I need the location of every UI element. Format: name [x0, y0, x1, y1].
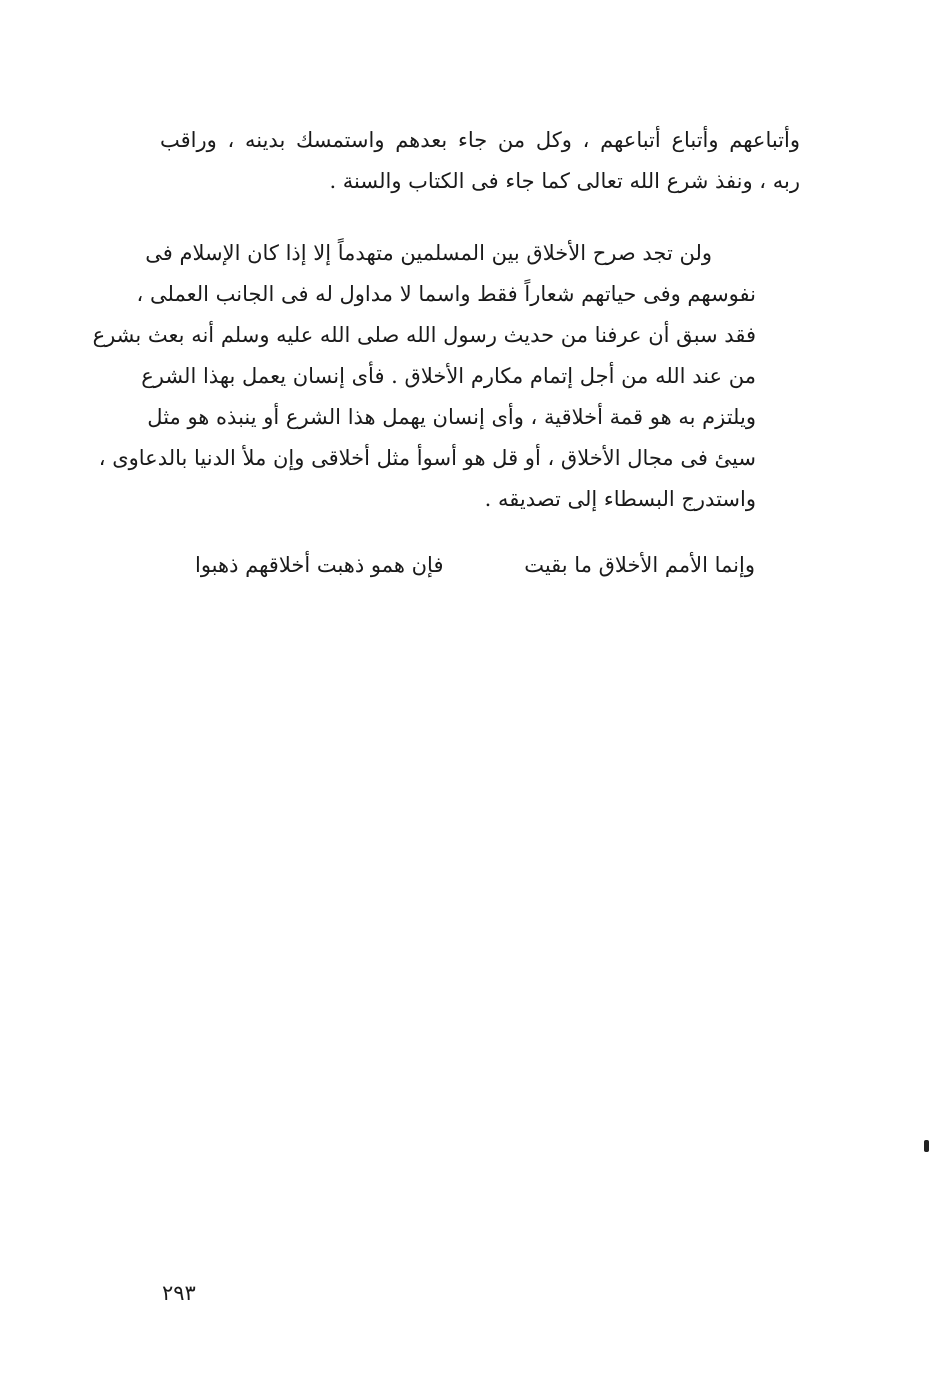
page-number: ٢٩٣ [162, 1281, 196, 1305]
verse-second-hemistich: فإن همو ذهبت أخلاقهم ذهبوا [195, 553, 444, 577]
paragraph-2-line-4: من عند الله من أجل إتمام مكارم الأخلاق . فأى إنسان يعمل بهذا الشرع [141, 364, 756, 388]
paragraph-2-line-3: فقد سبق أن عرفنا من حديث رسول الله صلى الله عليه وسلم أنه بعث بشرع [92, 323, 756, 347]
verse-first-hemistich: وإنما الأمم الأخلاق ما بقيت [524, 553, 755, 577]
poetry-verse [195, 545, 755, 586]
paragraph-2-line-7: واستدرج البسطاء إلى تصديقه . [484, 487, 756, 511]
paragraph-2-line-2: نفوسهم وفى حياتهم شعاراً فقط واسما لا مداول له فى الجانب العملى ، [136, 282, 756, 306]
paragraph-2-line-5: ويلتزم به هو قمة أخلاقية ، وأى إنسان يهمل هذا الشرع أو ينبذه هو مثل [147, 405, 756, 429]
scan-edge-mark [924, 1140, 929, 1152]
paragraph-2 [92, 233, 800, 520]
paragraph-1-line-2: ربه ، ونفذ شرع الله تعالى كما جاء فى الكتاب والسنة . [329, 169, 800, 193]
paragraph-1-line-1: وأتباعهم وأتباع أتباعهم ، وكل من جاء بعدهم واستمسك بدينه ، وراقب [160, 128, 800, 152]
paragraph-1 [160, 120, 800, 202]
paragraph-2-line-1: ولن تجد صرح الأخلاق بين المسلمين متهدماً إلا إذا كان الإسلام فى [145, 241, 712, 265]
paragraph-2-line-6: سيئ فى مجال الأخلاق ، أو قل هو أسوأ مثل أخلاقى وإن ملأ الدنيا بالدعاوى ، [98, 446, 756, 470]
